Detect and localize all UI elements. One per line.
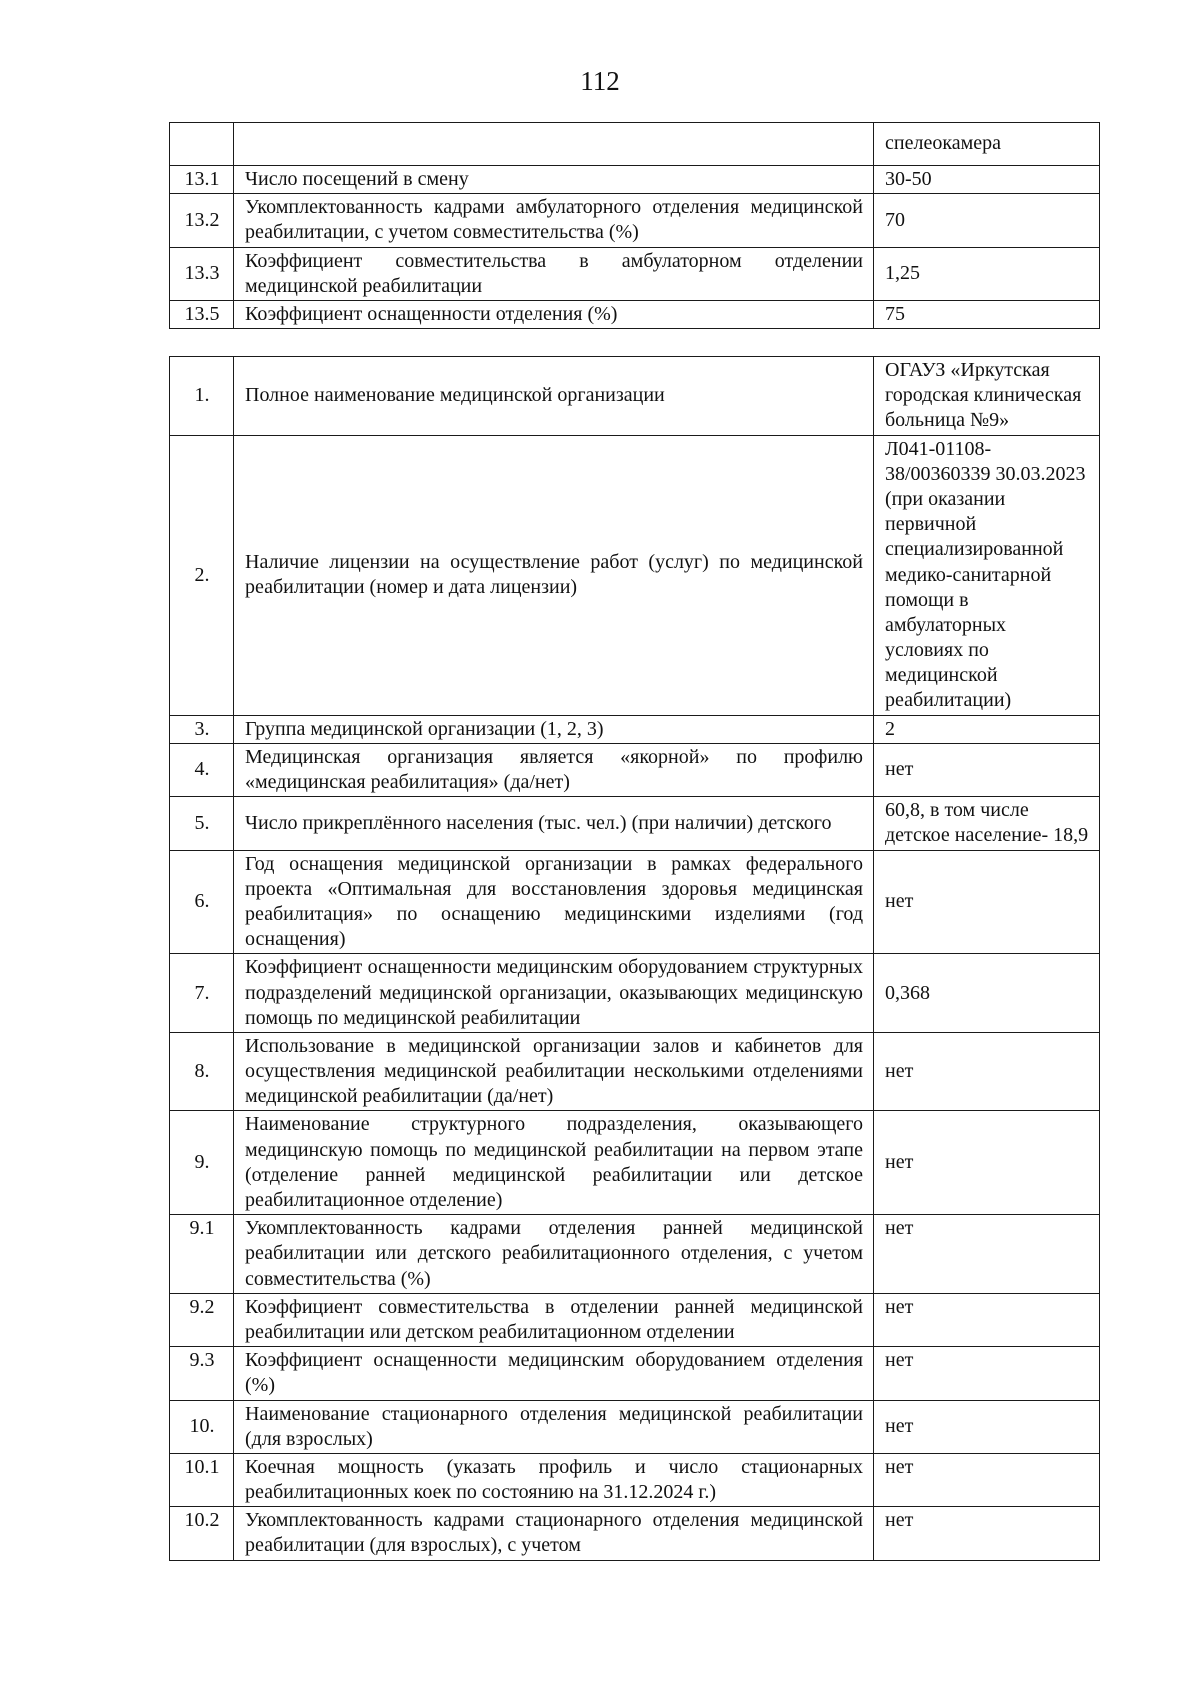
table-row: [170, 797, 1100, 850]
row-number: 3.: [170, 715, 234, 743]
row-number: 9.: [170, 1111, 234, 1215]
row-description: Наименование структурного подразделения, оказывающего медицинскую помощь по медицинской реабилитации на первом этапе (отделение ранней медицинской реабилитации или детское реабилитационное отделение): [234, 1111, 874, 1215]
row-description: Коэффициент оснащенности отделения (%): [234, 300, 874, 328]
row-number: 13.3: [170, 247, 234, 300]
row-description: Коэффициент совместительства в отделении ранней медицинской реабилитации или детском реабилитационном отделении: [234, 1293, 874, 1346]
row-description: Медицинская организация является «якорной» по профилю «медицинская реабилитация» (да/нет): [234, 743, 874, 796]
row-value: 70: [874, 194, 1100, 247]
row-description: Наличие лицензии на осуществление работ (услуг) по медицинской реабилитации (номер и дата лицензии): [234, 435, 874, 715]
row-number: 9.1: [170, 1215, 234, 1294]
row-number: 6.: [170, 850, 234, 954]
table-row: [170, 715, 1100, 743]
table-row: [170, 357, 1100, 436]
row-number: 4.: [170, 743, 234, 796]
table-row: [170, 954, 1100, 1033]
row-description: Число прикреплённого населения (тыс. чел.) (при наличии) детского: [234, 797, 874, 850]
row-number: 10.: [170, 1400, 234, 1453]
row-description: Укомплектованность кадрами отделения ранней медицинской реабилитации или детского реабилитационного отделения, с учетом совместительства (%): [234, 1215, 874, 1294]
organization-info-table: [169, 356, 1100, 1561]
table-row: [170, 247, 1100, 300]
row-value: нет: [874, 743, 1100, 796]
row-value: 30-50: [874, 166, 1100, 194]
row-description: [234, 123, 874, 166]
row-number: 1.: [170, 357, 234, 436]
table-row: [170, 1215, 1100, 1294]
table-row: [170, 1507, 1100, 1560]
row-description: Коэффициент оснащенности медицинским оборудованием структурных подразделений медицинской организации, оказывающих медицинскую помощь по медицинской реабилитации: [234, 954, 874, 1033]
row-value: нет: [874, 850, 1100, 954]
row-value: нет: [874, 1400, 1100, 1453]
table-row: [170, 1293, 1100, 1346]
row-value: нет: [874, 1453, 1100, 1506]
row-description: Коечная мощность (указать профиль и число стационарных реабилитационных коек по состоянию на 31.12.2024 г.): [234, 1453, 874, 1506]
table-row: [170, 1453, 1100, 1506]
row-number: 2.: [170, 435, 234, 715]
row-number: 13.5: [170, 300, 234, 328]
row-description: Укомплектованность кадрами амбулаторного отделения медицинской реабилитации, с учетом совместительства (%): [234, 194, 874, 247]
row-number: 9.2: [170, 1293, 234, 1346]
row-description: Группа медицинской организации (1, 2, 3): [234, 715, 874, 743]
table-row: [170, 123, 1100, 166]
row-value: нет: [874, 1215, 1100, 1294]
row-number: 8.: [170, 1032, 234, 1111]
row-description: Число посещений в смену: [234, 166, 874, 194]
table-row: [170, 850, 1100, 954]
row-value: нет: [874, 1111, 1100, 1215]
row-description: Полное наименование медицинской организации: [234, 357, 874, 436]
table-row: [170, 743, 1100, 796]
row-number: 9.3: [170, 1347, 234, 1400]
row-value: нет: [874, 1032, 1100, 1111]
row-number: 5.: [170, 797, 234, 850]
row-value: 60,8, в том числе детское население- 18,9: [874, 797, 1100, 850]
table-row: [170, 1111, 1100, 1215]
indicators-table-continuation: [169, 122, 1100, 329]
row-description: Коэффициент совместительства в амбулаторном отделении медицинской реабилитации: [234, 247, 874, 300]
row-value: нет: [874, 1507, 1100, 1560]
row-value: ОГАУЗ «Иркутская городская клиническая больница №9»: [874, 357, 1100, 436]
row-number: 13.1: [170, 166, 234, 194]
row-number: 10.1: [170, 1453, 234, 1506]
table-row: [170, 166, 1100, 194]
row-value: 1,25: [874, 247, 1100, 300]
row-description: Год оснащения медицинской организации в рамках федерального проекта «Оптимальная для восстановления здоровья медицинская реабилитация» по оснащению медицинскими изделиями (год оснащения): [234, 850, 874, 954]
table-row: [170, 194, 1100, 247]
row-description: Наименование стационарного отделения медицинской реабилитации (для взрослых): [234, 1400, 874, 1453]
row-number: 7.: [170, 954, 234, 1033]
row-value: нет: [874, 1293, 1100, 1346]
row-number: [170, 123, 234, 166]
row-value: нет: [874, 1347, 1100, 1400]
row-description: Коэффициент оснащенности медицинским оборудованием отделения (%): [234, 1347, 874, 1400]
table-row: [170, 1032, 1100, 1111]
table-row: [170, 1400, 1100, 1453]
row-value: 75: [874, 300, 1100, 328]
table-row: [170, 1347, 1100, 1400]
row-description: Использование в медицинской организации залов и кабинетов для осуществления медицинской реабилитации несколькими отделениями медицинской реабилитации (да/нет): [234, 1032, 874, 1111]
row-number: 10.2: [170, 1507, 234, 1560]
row-value: 2: [874, 715, 1100, 743]
row-number: 13.2: [170, 194, 234, 247]
table-row: [170, 435, 1100, 715]
table-row: [170, 300, 1100, 328]
row-value: 0,368: [874, 954, 1100, 1033]
page-number: 112: [580, 66, 620, 96]
row-value: спелеокамера: [874, 123, 1100, 166]
row-value: Л041-01108-38/00360339 30.03.2023 (при оказании первичной специализированной медико-санитарной помощи в амбулаторных условиях по медицинской реабилитации): [874, 435, 1100, 715]
row-description: Укомплектованность кадрами стационарного отделения медицинской реабилитации (для взрослых), с учетом: [234, 1507, 874, 1560]
